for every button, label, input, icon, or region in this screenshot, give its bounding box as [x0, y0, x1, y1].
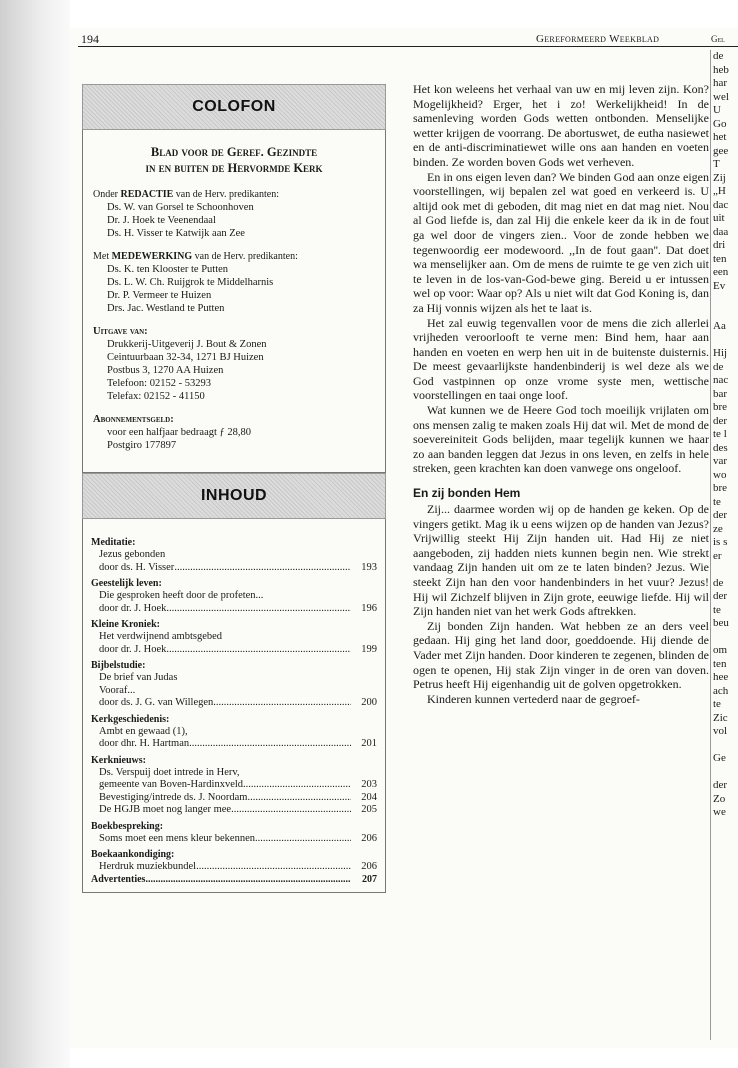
toc-entry [91, 738, 377, 751]
toc-entry-text: door dhr. H. Hartman [99, 738, 190, 749]
toc-entry [91, 804, 377, 817]
toc-title-line: Jezus gebonden [99, 549, 166, 560]
toc-entry [91, 562, 377, 575]
toc-leader-dots [213, 697, 351, 710]
edge-text-fragment: U [713, 104, 721, 116]
edge-text-fragment: te l [713, 428, 727, 440]
edge-text-fragment: is s [713, 536, 728, 548]
toc-page-number: 201 [361, 738, 377, 749]
edge-text-fragment: een [713, 266, 729, 278]
toc-category: Boekbespreking: [91, 820, 164, 832]
toc-entry [91, 861, 377, 874]
edge-text-fragment: ten [713, 657, 727, 670]
edge-text-fragment: het [713, 131, 727, 143]
toc-entry [91, 833, 377, 846]
toc-page-number: 200 [361, 697, 377, 708]
edge-text-fragment: var [713, 455, 728, 467]
article-paragraph: Het zal euwig tegenvallen voor de mens die zich allerlei vrijheden veroorlooft te verne men: Bind hem, haar aan handen en voeten en werp hen uit in de buitenste duisternis. De meest gevaarlijkste handenbinderij is wel deze als we God vastpinnen op onze vrome syste men, wettische voorstellingen en taai onge loof. [413, 315, 709, 403]
toc-entry-text: Soms moet een mens kleur bekennen [99, 832, 256, 844]
header-rule [78, 46, 738, 47]
toc-title-line: Het verdwijnend ambtsgebed [99, 631, 223, 642]
edge-text-fragment: hee [713, 671, 729, 683]
toc-category: Meditatie: [91, 537, 136, 548]
toc-entry [91, 644, 377, 657]
article-paragraph: Zij bonden Zijn handen. Wat hebben ze an ders veel gedaan. Hij ging het land door, goeddoende. Hij diende de Vader met Zijn handen. Door kinderen te zegenen, blinden de ogen te openen, Hij stak Zijn vinger in de oren van doven. Petrus heeft Hij eigenhandig uit de golven opgetrokken. [413, 618, 709, 692]
toc-title-line: Ds. Verspuij doet intrede in Herv, [99, 766, 240, 778]
colofon-banner: COLOFON [82, 84, 386, 130]
edge-text-fragment: har [713, 77, 728, 89]
toc-category: Bijbelstudie: [91, 660, 146, 671]
toc-entry-text: Advertenties [91, 873, 146, 885]
toc-leader-dots [231, 804, 351, 817]
next-page-edge [710, 50, 738, 1040]
edge-text-fragment [711, 307, 738, 321]
toc-page-number: 204 [361, 791, 377, 803]
medewerking-section: Met MEDEWERKING van de Herv. predikanten: Ds. K. ten Klooster te Putten Ds. L. W. Ch. Ruijgrok te Middelharnis Dr. P. Vermeer te Huizen Drs. Jac. Westland te Putten [93, 251, 298, 314]
sidebar-column [82, 84, 386, 1024]
toc-leader-dots [166, 644, 351, 657]
edge-text-fragment [711, 563, 738, 577]
edge-text-fragment: bre [713, 482, 728, 494]
table-of-contents [82, 519, 386, 893]
toc-entry-text: door ds. H. Visser [99, 561, 175, 573]
uitgave-section: Uitgave van: Drukkerij-Uitgeverij J. Bout & Zonen Ceintuurbaan 32-34, 1271 BJ Huizen Postbus 3, 1270 AA Huizen Telefoon: 02152 - 53293 Telefax: 02152 - 41150 [93, 326, 267, 402]
inhoud-banner: INHOUD [82, 473, 386, 519]
edge-text-fragment: heb [713, 63, 729, 76]
edge-text-fragment [711, 334, 738, 348]
toc-entry [91, 603, 377, 616]
edge-text-fragment: om [713, 644, 728, 656]
next-page-edge-head: Gel [711, 34, 725, 44]
edge-text-fragment: Zij [713, 171, 726, 184]
toc-entry-text: Bevestiging/intrede ds. J. Noordam [99, 791, 248, 803]
toc-title-line: Vooraf... [99, 684, 136, 696]
binding-shadow [0, 0, 70, 1068]
article-subheading: En zij bonden Hem [413, 486, 521, 501]
toc-entry-text: door dr. J. Hoek [99, 643, 167, 655]
toc-category: Kleine Kroniek: [91, 619, 160, 630]
toc-entry-text: door dr. J. Hoek [99, 602, 167, 614]
article-paragraph: Wat kunnen we de Heere God toch moeilijk vrijlaten om ons mensen zalig te maken zoals Hij dat wil. Met de mond de soevereiniteit Gods belijden, maar tegelijk kunnen we haar zo aan banden leggen dat Jezus in ons leven, en zelfs in hele streken, geen krachten kan doen vanwege ons ongeloof. [413, 403, 709, 476]
abonnement-section: Abonnementsgeld: voor een halfjaar bedraagt ƒ 28,80 Postgiro 177897 [93, 414, 252, 451]
edge-text-fragment: Zo [713, 792, 726, 805]
toc-category: Kerkgeschiedenis: [91, 713, 170, 725]
toc-page-number: 206 [361, 861, 377, 872]
edge-text-fragment [711, 766, 738, 780]
edge-text-fragment: des [713, 441, 728, 454]
toc-page-number: 196 [361, 602, 377, 614]
toc-leader-dots [247, 792, 351, 805]
toc-page-number: 199 [361, 643, 377, 655]
toc-leader-dots [196, 861, 351, 874]
edge-text-fragment: dac [713, 198, 729, 211]
edge-text-fragment: te [713, 698, 721, 710]
edge-text-fragment: beu [713, 617, 729, 629]
article-paragraph: En in ons eigen leven dan? We binden God aan onze eigen voorstellingen, wij bepalen zel wat goed en verkeerd is. U altijd ook met di geboden, dit mag niet en dat mag niet. Nou al God liefde is, dan zal Hij die enkele keer da ik in de fout ga wel door de vingers zien.. Voor de zonde hebben we tegenwoordig eer modewoord. ,,In de fout gaan''. Dat doet wa menselijker aan. Om de mens de ruimte te ge ven zich uit te leven in de los-van-God-bewe ging. Bereid u er intussen wel op voor: Waar op? Als u niet wilt dat God Koning is, dan za Hij vonnis wijzen als het te laat is. [413, 169, 709, 315]
toc-category: Geestelijk leven: [91, 578, 162, 589]
toc-leader-dots [189, 738, 351, 751]
edge-text-fragment: er [713, 549, 722, 562]
toc-leader-dots [255, 833, 351, 846]
toc-leader-dots [145, 874, 351, 887]
article-column [413, 82, 709, 1022]
edge-text-fragment: Aa [713, 320, 726, 332]
edge-text-fragment: Go [713, 117, 727, 130]
toc-title-line: Die gesproken heeft door de profeten... [99, 590, 264, 601]
edge-text-fragment [711, 293, 738, 307]
redactie-section: Onder REDACTIE van de Herv. predikanten: Ds. W. van Gorsel te Schoonhoven Dr. J. Hoek te Veenendaal Ds. H. Visser te Katwijk aan Zee [93, 189, 279, 239]
edge-text-fragment: nac [713, 374, 729, 386]
edge-text-fragment: vol [713, 725, 728, 737]
toc-page-number: 203 [361, 779, 377, 790]
running-head: Gereformeerd Weekblad [536, 33, 660, 45]
edge-text-fragment: uit [713, 212, 725, 224]
edge-text-fragment: T [713, 158, 720, 170]
toc-page-number: 205 [361, 804, 377, 815]
edge-text-fragment: bre [713, 401, 728, 413]
edge-text-fragment [711, 739, 738, 753]
toc-entry-advertenties [91, 874, 377, 887]
toc-entry [91, 792, 377, 805]
edge-text-fragment: we [713, 806, 726, 818]
toc-page-number: 206 [361, 832, 377, 844]
edge-text-fragment: daa [713, 225, 729, 238]
edge-text-fragment: der [713, 590, 728, 602]
colofon-title: Blad voor de Geref. Gezindte in en buiten de Hervormde Kerk [145, 145, 323, 175]
article-paragraph: Kinderen kunnen vertederd naar de gegroef- [427, 691, 640, 706]
toc-title-line: Ambt en gewaad (1), [99, 725, 188, 737]
toc-page-number: 207 [362, 873, 377, 885]
edge-text-fragment: dri [713, 239, 726, 251]
toc-leader-dots [174, 562, 351, 575]
edge-text-fragment: de [713, 50, 724, 62]
edge-text-fragment [711, 631, 738, 645]
toc-entry-text: gemeente van Boven-Hardinxveld [99, 779, 244, 790]
edge-text-fragment: de [713, 360, 724, 373]
edge-text-fragment: te [713, 495, 721, 508]
edge-text-fragment: bar [713, 387, 728, 400]
edge-text-fragment: wo [713, 468, 727, 481]
edge-text-fragment: der [713, 414, 728, 427]
colofon-box [82, 130, 386, 473]
edge-text-fragment: der [713, 509, 728, 521]
edge-text-fragment: de [713, 576, 724, 589]
toc-entry-text: door ds. J. G. van Willegen [99, 697, 214, 708]
toc-leader-dots [166, 603, 351, 616]
article-paragraph: Zij... daarmee worden wij op de handen ge keken. Op de vingers getikt. Mag ik u eens wijzen op de handen van Jezus? Vrijwillig steekt Hij Zijn handen uit. Had Hij ze niet aangeboden, zij hadden niets kunnen begin nen. Wie strekt vandaag Zijn handen uit om ze te laten binden? Jezus. Wie steekt Zijn han den voor handenbinders in het vuur? Jezus! Hij wil Zichzelf blijven in Zijn grote, eeuwige liefde. Hij wil Zijn handen niet van het werk Gods aftrekken. [413, 502, 709, 619]
toc-entry [91, 697, 377, 710]
edge-text-fragment: wel [713, 90, 729, 103]
edge-text-fragment: te [713, 603, 721, 616]
toc-leader-dots [243, 779, 351, 792]
edge-text-fragment: Hij [713, 347, 728, 359]
edge-text-fragment: Zic [713, 711, 728, 724]
toc-category: Kerknieuws: [91, 754, 146, 766]
page-number: 194 [81, 32, 99, 46]
edge-text-fragment: ze [713, 522, 723, 535]
edge-text-fragment: der [713, 779, 728, 791]
toc-title-line: De brief van Judas [99, 672, 178, 683]
edge-text-fragment: ten [713, 252, 727, 265]
article-paragraph: Het kon weleens het verhaal van uw en mij leven zijn. Kon? Mogelijkheid? Erger, het i zo! Werkelijkheid! In de samenleving worden Gods wetten ontbonden. Menselijke wetter krijgen de voorrang. De abortuswet, de eutha nasiewet en de anti-discriminatiewet wille ons aan handen en voeten binden. Ze worden boven Gods wet verheven. [413, 82, 709, 169]
edge-text-fragment: „H [713, 185, 726, 197]
edge-text-fragment: gee [713, 144, 729, 157]
toc-entry-text: Herdruk muziekbundel [99, 861, 197, 872]
toc-page-number: 193 [361, 561, 377, 573]
edge-text-fragment: Ge [713, 752, 726, 764]
toc-entry-text: De HGJB moet nog langer mee [99, 804, 232, 815]
toc-category: Boekaankondiging: [91, 849, 175, 860]
toc-entry [91, 779, 377, 792]
edge-text-fragment: Ev [713, 279, 726, 292]
edge-text-fragment: ach [713, 684, 729, 697]
